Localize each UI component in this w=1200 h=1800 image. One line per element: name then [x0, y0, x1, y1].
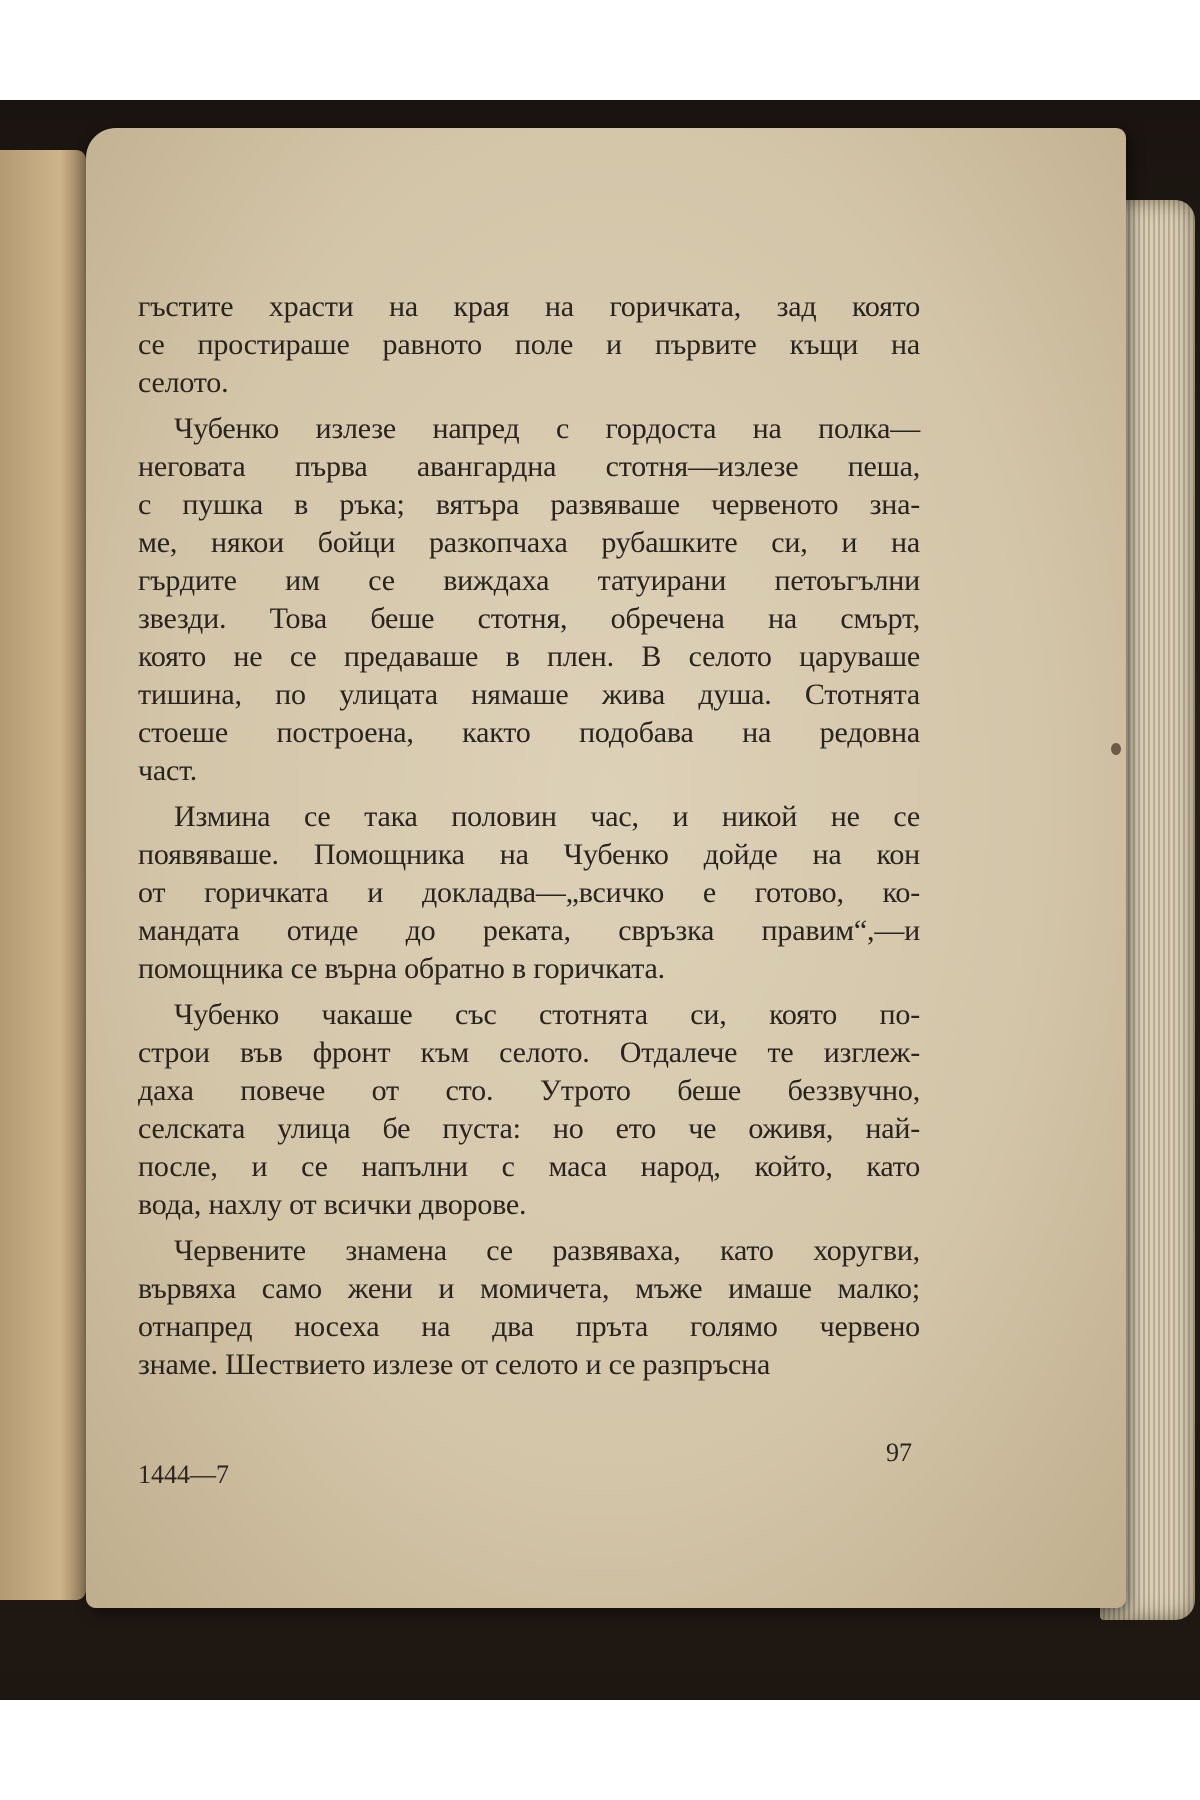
stain [1111, 743, 1121, 755]
book-page [86, 128, 1126, 1608]
page-number: 97 [886, 1438, 912, 1467]
text-line: мандата отиде до реката, свръзка правим“,—и [138, 914, 920, 947]
text-line: даха повече от сто. Утрото беше беззвучно, [138, 1074, 920, 1107]
printer-signature: 1444—7 [138, 1460, 229, 1489]
text-line: Червените знамена се развяваха, като хоругви, [174, 1234, 920, 1267]
text-line: се простираше равното поле и първите къщи на [138, 328, 920, 361]
text-line: стоеше построена, както подобава на редовна [138, 716, 920, 749]
text-line: после, и се напълни с маса народ, който, като [138, 1150, 920, 1183]
text-line: Чубенко чакаше със стотнята си, която по- [174, 998, 920, 1031]
text-line: тишина, по улицата нямаше жива душа. Стотнята [138, 678, 920, 711]
text-line: гърдите им се виждаха татуирани петоъгълни [138, 564, 920, 597]
text-line: с пушка в ръка; вятъра развяваше червеното зна- [138, 488, 920, 521]
text-line: появяваше. Помощника на Чубенко дойде на кон [138, 838, 920, 871]
text-line: помощника се върна обратно в горичката. [138, 952, 665, 985]
text-line: вода, нахлу от всички дворове. [138, 1188, 527, 1221]
text-line: селската улица бе пуста: но ето че оживя, най- [138, 1112, 920, 1145]
text-line: Измина се така половин час, и никой не се [174, 800, 920, 833]
text-line: вървяха само жени и момичета, мъже имаше малко; [138, 1272, 920, 1305]
text-line: неговата първа авангардна стотня—излезе пеша, [138, 450, 920, 483]
text-line: която не се предаваше в плен. В селото царуваше [138, 640, 920, 673]
text-line: от горичката и докладва—„всичко е готово, ко- [138, 876, 920, 909]
text-line: Чубенко излезе напред с гордоста на полка— [174, 412, 920, 445]
paragraph [138, 996, 920, 1224]
left-page-edge [0, 150, 86, 1600]
paragraph [138, 1232, 920, 1384]
page-text [138, 288, 920, 1392]
paragraph [138, 410, 920, 790]
paragraph [138, 798, 920, 988]
text-line: ме, някои бойци разкопчаха рубашките си, и на [138, 526, 920, 559]
paragraph [138, 288, 920, 402]
text-line: строи във фронт към селото. Отдалече те изглеж- [138, 1036, 920, 1069]
text-line: звезди. Това беше стотня, обречена на смърт, [138, 602, 920, 635]
text-line: част. [138, 754, 198, 787]
text-line: отнапред носеха на два пръта голямо червено [138, 1310, 920, 1343]
text-line: гъстите храсти на края на горичката, зад която [138, 290, 920, 323]
text-line: селото. [138, 366, 229, 399]
text-line: знаме. Шествието излезе от селото и се разпръсна [138, 1348, 771, 1381]
